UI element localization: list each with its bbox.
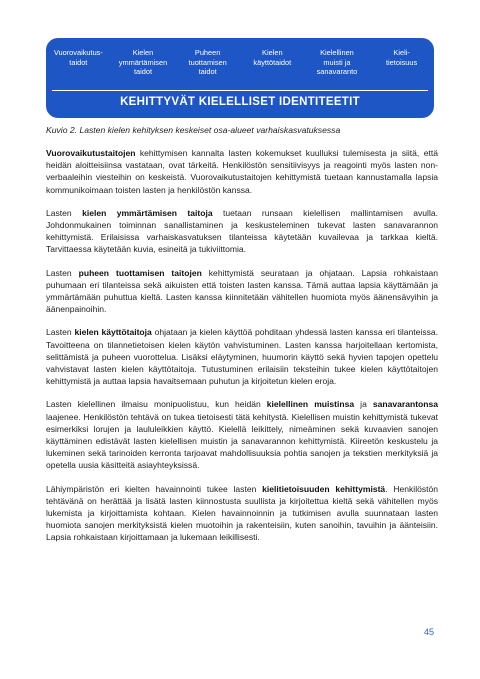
- figure-column-vuorovaikutus: [49, 48, 107, 77]
- paragraph-vuorovaikutus: Vuorovaikutustaitojen kehittymisen kannalta lasten kokemukset kuulluksi tulemisesta ja siitä, että heidän aloitteisiinsa vastataan, ovat tärkeitä. Henkilöstön sensitiivisyys ja reagointi myös lasten non-verbaaleihin viesteihin on keskeistä. Vuorovaikutustaitojen kehittymistä tuetaan kannustamalla lapsia kommunikoimaan toisten lasten ja henkilöstön kanssa.: [46, 148, 438, 195]
- paragraph-kielitietoisuus: Lähiympäristön eri kielten havainnointi tukee lasten kielitietoisuuden kehittymistä. Henkilöstön tehtävänä on herättää ja lisätä lasten kiinnostusta suullista ja kirjoitettua kieltä sekä vähitellen myös lukemista ja kirjoittamista kohtaan. Kielen havainnoinnin ja tutkimisen avulla suunnataan lasten huomiota sanojen merkityksistä kielen muotoihin ja rakenteisiin, kuten sanoihin, tavuihin ja äänteisiin. Lapsia rohkaistaan kirjoittamaan ja lukemaan leikillisesti.: [46, 483, 439, 543]
- figure-column-label: Vuorovaikutus- taidot: [53, 48, 103, 67]
- figure-column-muisti: [308, 48, 366, 77]
- figure-column-ymmartaminen: [114, 48, 172, 77]
- figure-column-label: Kielen käyttötaidot: [253, 48, 292, 67]
- key-term: kielen ymmärtämisen taitoja: [82, 207, 213, 218]
- figure-divider: [52, 90, 428, 91]
- figure-title: KEHITTYVÄT KIELELLISET IDENTITEETIT: [120, 96, 360, 108]
- figure-column-kayttotaidot: [243, 48, 301, 77]
- figure-caption: Kuvio 2. Lasten kielen kehityksen keskeiset osa-alueet varhaiskasvatuksessa: [46, 125, 341, 135]
- paragraph-ymmartaminen: Lasten kielen ymmärtämisen taitoja tuetaan runsaan kielellisen mallintamisen avulla. Johdonmukainen toiminnan sanallistaminen ja keskusteleminen tukevat lasten sanavarannon kehittymistä. Erilaisissa varhaiskasvatuksen tilanteissa käytetään kuvailevaa ja tarkkaa kieltä. Tarvittaessa käytetään kuvia, esineitä ja tukiviittomia.: [46, 207, 438, 255]
- key-term: kielen käyttötaitoja: [74, 327, 152, 338]
- figure-column-label: Kielen ymmärtämisen taidot: [118, 48, 168, 76]
- key-term: kielellinen muistinsa: [266, 399, 355, 410]
- page-number: 45: [424, 627, 435, 637]
- figure-column-puheen-tuottaminen: [179, 48, 237, 77]
- figure-columns: [46, 48, 434, 77]
- figure-column-label: Puheen tuottamisen taidot: [188, 48, 227, 76]
- body-text: [46, 147, 438, 555]
- key-term: puheen tuottamisen taitojen: [78, 267, 202, 278]
- key-term: sanavarantonsa: [372, 399, 439, 410]
- figure-column-kielitietoisuus: [373, 48, 431, 77]
- paragraph-muisti: Lasten kielellinen ilmaisu monipuolistuu, kun heidän kielellinen muistinsa ja sanavarantonsa laajenee. Henkilöstön tehtävä on tukea tietoisesti tätä kehitystä. Kielellisen muistin kehittymistä tukevat esimerkiksi lorujen ja laululeikkien käyttö. Kielellä leikittely, nimeäminen sekä kuvaavien sanojen käyttäminen edistävät lasten kielellisen muistin ja sanavarannon kehittymistä. Kiireetön keskustelu ja lukeminen sekä tarinoiden kerronta tarjoavat mahdollisuuksia pohtia sanojen ja tekstien merkityksiä ja opetella uusia käsitteitä asiayhteyksissä.: [46, 399, 439, 471]
- paragraph-kayttotaidot: Lasten kielen käyttötaitoja ohjataan ja kielen käyttöä pohditaan yhdessä lasten kanssa eri tilanteissa. Tavoitteena on tilannetietoisen kielen käytön vahvistuminen. Lasten kanssa harjoitellaan kertomista, selittämistä ja puheen vuorottelua. Lisäksi eläytyminen, huumorin käyttö sekä hyvien tapojen opettelu vahvistavat lasten kielen käyttötaitoja. Tutustuminen erilaisiin teksteihin tukee kielen käyttötaitojen kehittymistä ja auttaa lapsia havaitsemaan puhutun ja kirjoitetun kielen eroja.: [46, 327, 438, 387]
- key-term: Vuorovaikutustaitojen: [46, 148, 136, 158]
- figure-column-label: Kieli- tietoisuus: [385, 48, 418, 67]
- key-term: kielitietoisuuden kehittymistä: [262, 483, 386, 494]
- figure-column-label: Kielellinen muisti ja sanavaranto: [316, 48, 358, 76]
- language-development-figure: [46, 38, 434, 118]
- paragraph-puheen-tuottaminen: Lasten puheen tuottamisen taitojen kehittymistä seurataan ja ohjataan. Lapsia rohkaistaan puhumaan eri tilanteissa sekä aikuisten että toisten lasten kanssa. Tämä auttaa lapsia käyttämään ja ymmärtämään puhuttua kieltä. Lasten kanssa kiinnitetään vähitellen huomiota myös äänensävyihin ja äänenpainoihin.: [46, 267, 438, 315]
